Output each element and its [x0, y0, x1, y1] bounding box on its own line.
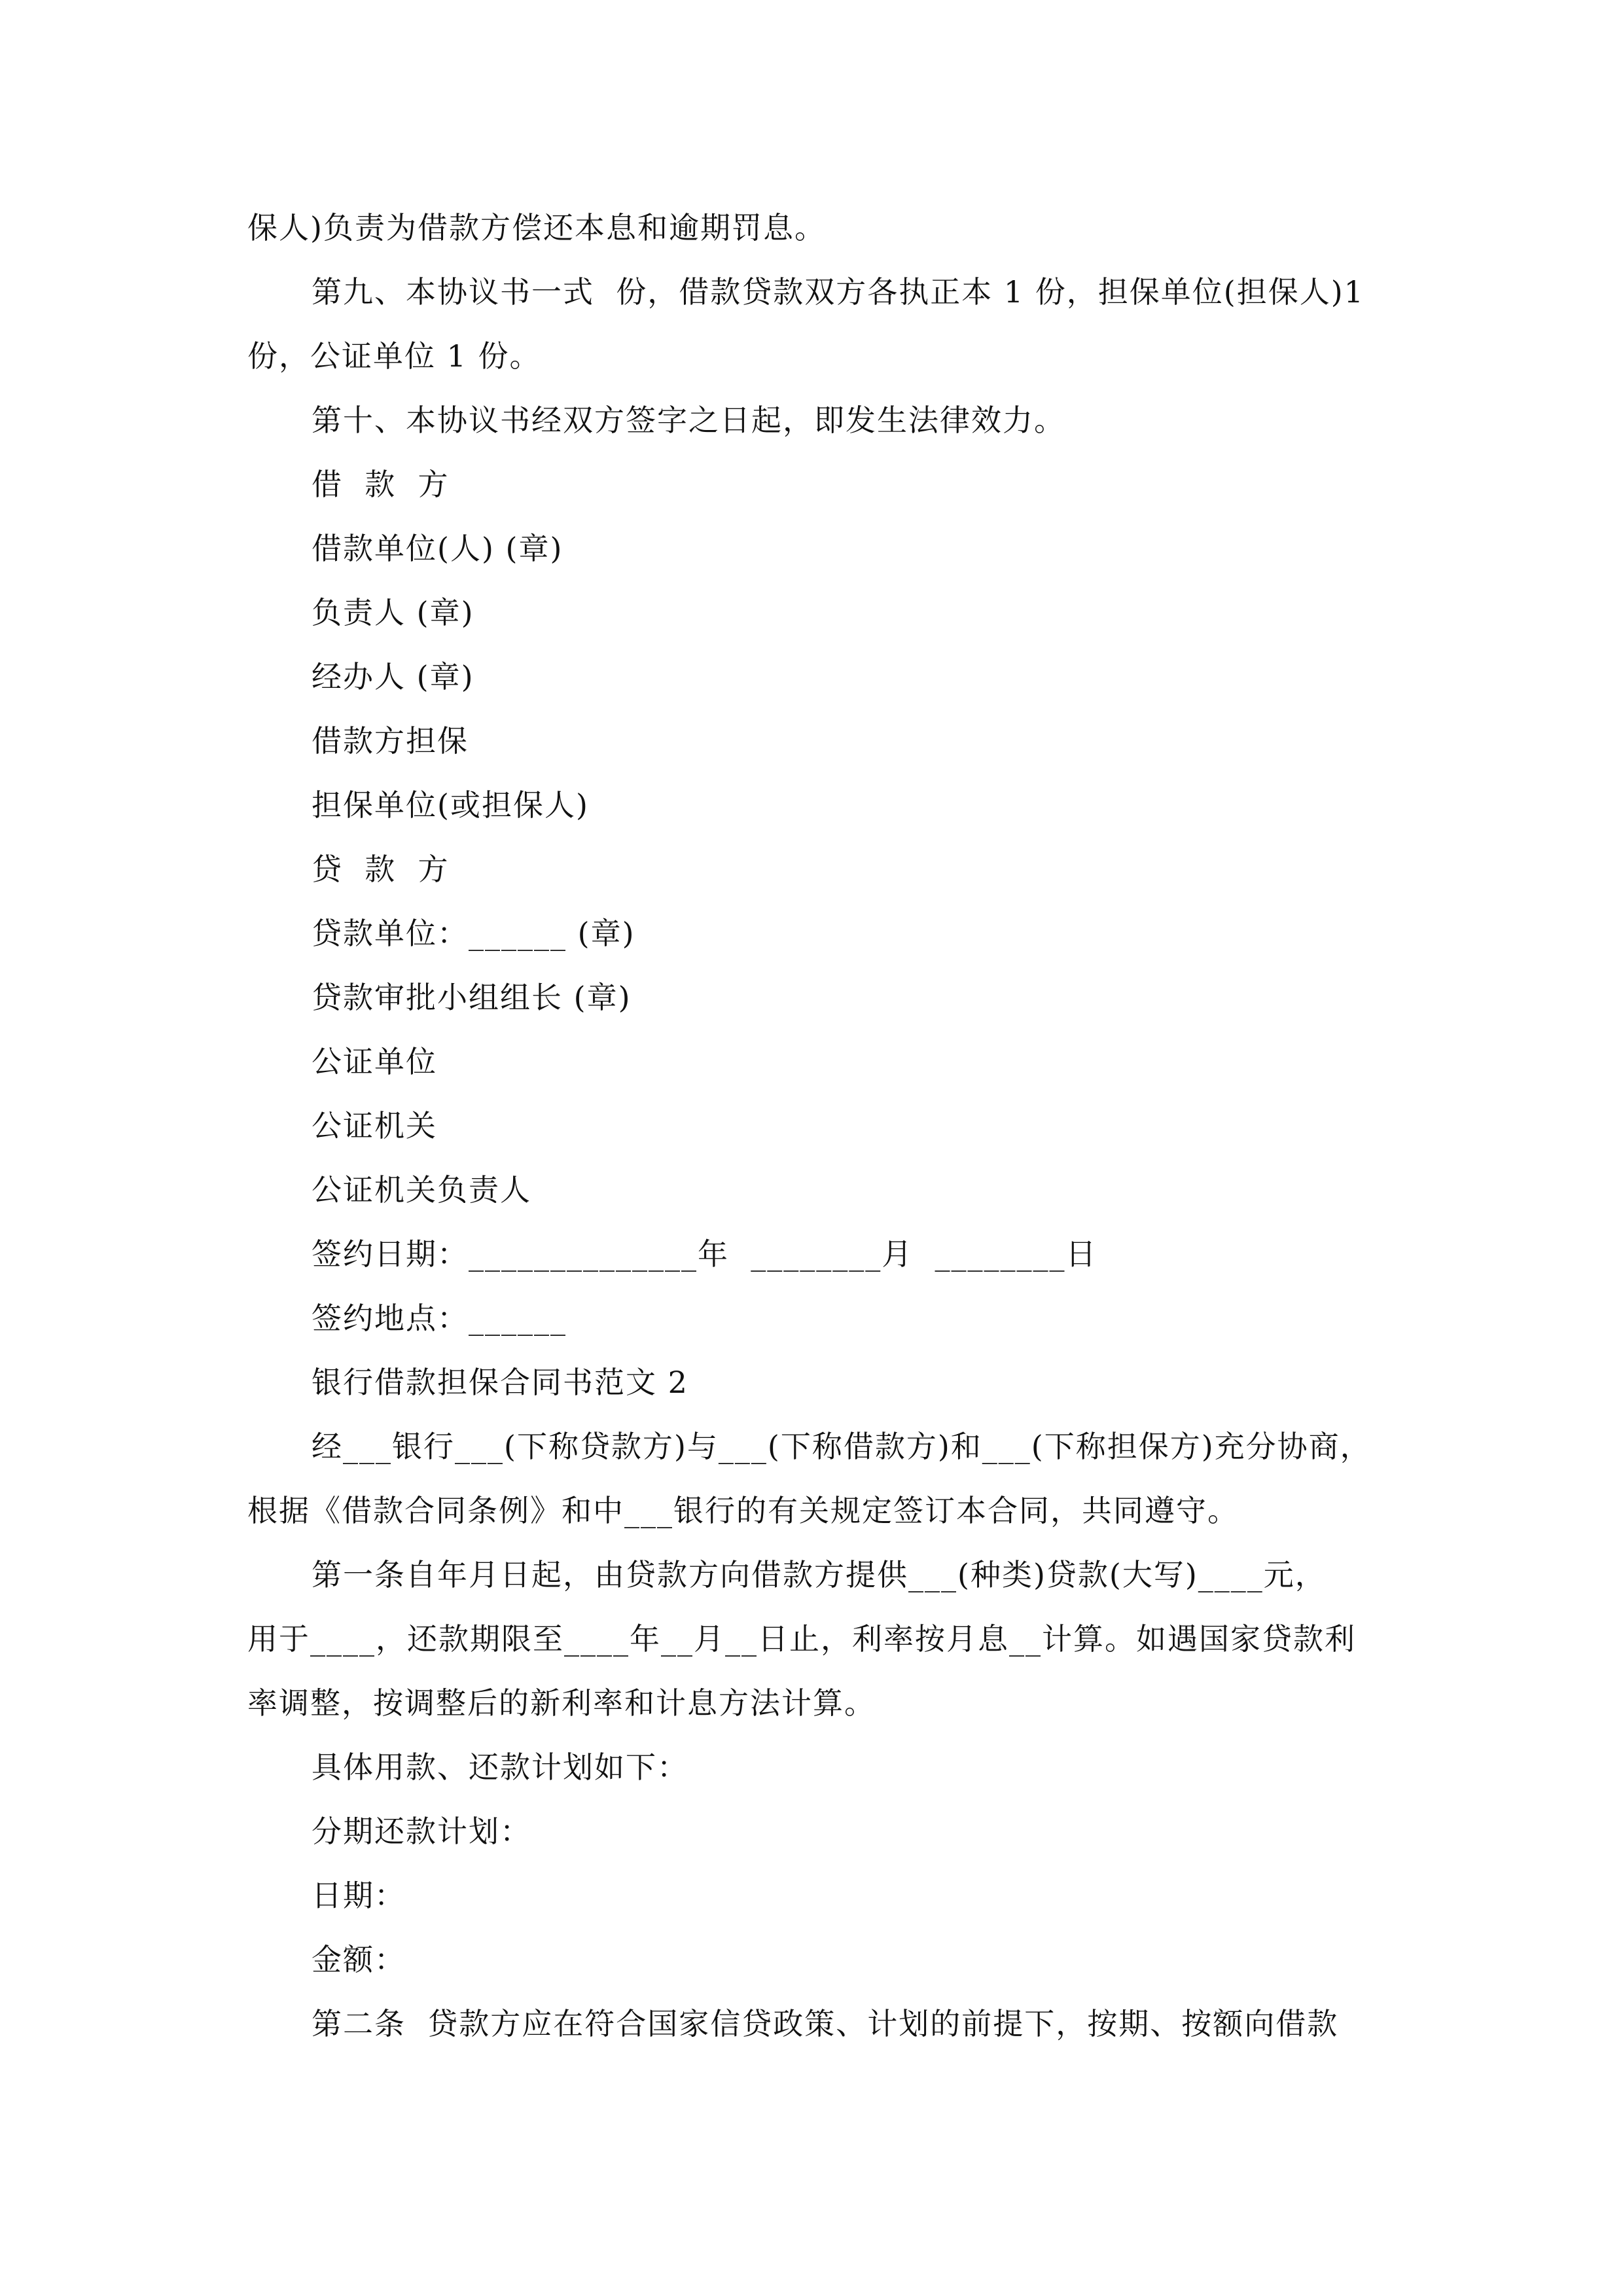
text-line: 负责人 (章) [312, 595, 474, 630]
text-line: 根据《借款合同条例》和中___银行的有关规定签订本合同，共同遵守。 [247, 1493, 1239, 1528]
text-line: 贷款单位：______ (章) [312, 916, 635, 951]
text-line: 签约地点：______ [312, 1300, 567, 1336]
text-line: 借款方担保 [312, 723, 469, 759]
text-line: 第九、本协议书一式 份，借款贷款双方各执正本 1 份，担保单位(担保人)1 [312, 274, 1364, 310]
text-line: 日期： [312, 1878, 406, 1913]
text-line: 公证单位 [312, 1044, 437, 1079]
text-line: 具体用款、还款计划如下： [312, 1749, 688, 1785]
text-line: 贷款审批小组组长 (章) [312, 980, 632, 1015]
text-line: 分期还款计划： [312, 1814, 531, 1849]
section-heading: 银行借款担保合同书范文 2 [312, 1365, 688, 1400]
text-line: 担保单位(或担保人) [312, 787, 589, 823]
text-line: 用于____，还款期限至____年__月__日止，利率按月息__计算。如遇国家贷款利 [247, 1621, 1356, 1657]
text-line: 第十、本协议书经双方签字之日起，即发生法律效力。 [312, 403, 1065, 438]
text-line: 贷 款 方 [312, 852, 450, 887]
text-line: 第二条 贷款方应在符合国家信贷政策、计划的前提下，按期、按额向借款 [312, 2006, 1339, 2041]
text-line: 份，公证单位 1 份。 [247, 338, 541, 374]
text-line: 金额： [312, 1942, 406, 1977]
text-line: 第一条自年月日起，由贷款方向借款方提供___(种类)贷款(大写)____元， [312, 1557, 1327, 1592]
text-line: 借 款 方 [312, 467, 450, 502]
text-line: 经___银行___(下称贷款方)与___(下称借款方)和___(下称担保方)充分协商， [312, 1429, 1372, 1464]
text-line: 率调整，按调整后的新利率和计息方法计算。 [247, 1685, 876, 1721]
text-line: 保人)负责为借款方偿还本息和逾期罚息。 [247, 210, 826, 245]
text-line: 签约日期：______________年 ________月 ________日 [312, 1236, 1097, 1272]
text-line: 经办人 (章) [312, 659, 474, 694]
text-line: 公证机关 [312, 1108, 437, 1143]
text-line: 借款单位(人) (章) [312, 531, 563, 566]
text-line: 公证机关负责人 [312, 1172, 531, 1208]
